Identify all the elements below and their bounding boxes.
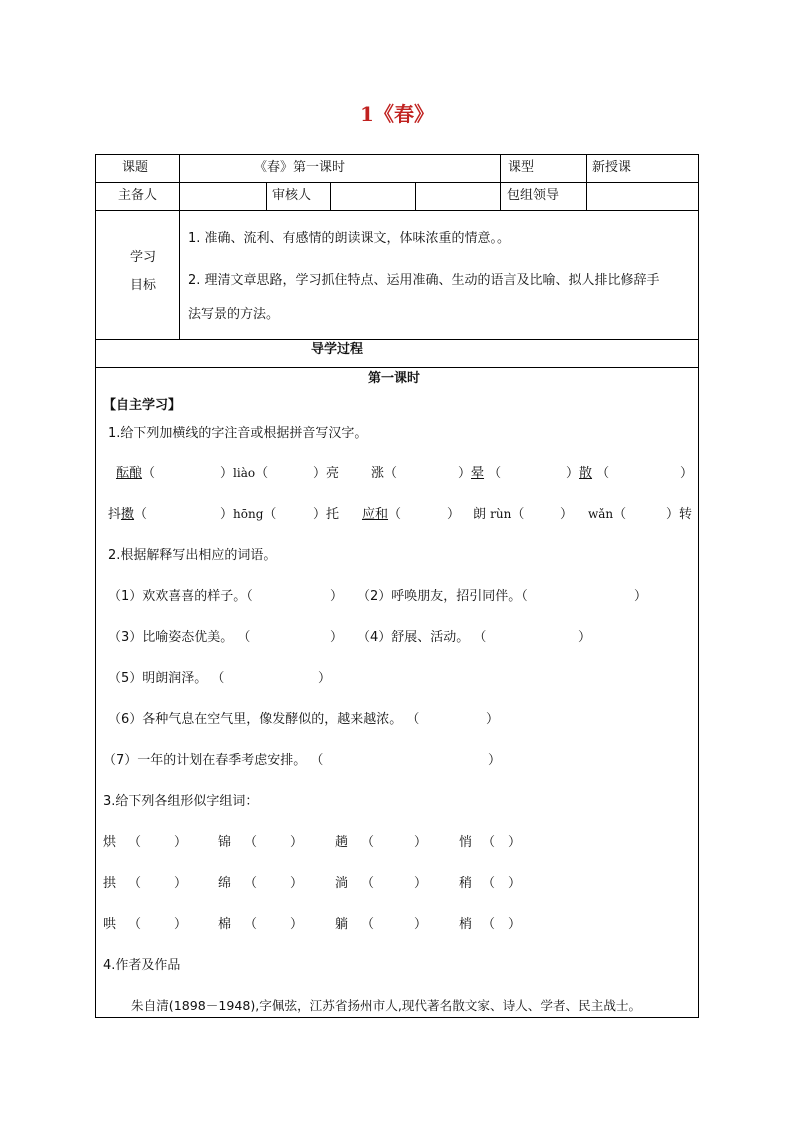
q1-item-liang: ）亮 [313,466,340,481]
q3-paren-open: （ [244,917,258,932]
q2-item-6: （6）各种气息在空气里，像发酵似的，越来越浓。 （ [108,712,420,727]
q3-paren-open: （ [128,876,142,891]
column-divider [179,154,180,339]
q2-item-6-close: ） [486,712,500,727]
q3-paren-close: ） [508,835,522,850]
group-leader-label: 包组领导 [507,188,560,203]
column-divider [500,154,501,210]
q1-item-run: 朗 rùn（ [473,507,525,522]
q1-item-yun: ）晕 （ [458,466,502,481]
q1-item-san: ）散 （ [566,466,610,481]
q3-char: 趟 [335,835,349,850]
lead-label: 主备人 [118,188,158,203]
row-divider [95,367,699,368]
q3-paren-close: ） [174,876,188,891]
q1-prompt: 1.给下列加横线的字注音或根据拼音写汉字。 [108,426,368,441]
goal-item-2-line2: 法写景的方法。 [188,307,280,322]
q3-paren-open: （ [128,835,142,850]
q3-char: 锦 [218,835,232,850]
q3-paren-close: ） [414,835,428,850]
q2-item-3: （3）比喻姿态优美。 （ [108,630,251,645]
lesson-title: 第一课时 [368,371,421,386]
q3-char: 棉 [218,917,232,932]
q3-paren-close: ） [290,917,304,932]
q1-item-wan: wǎn（ [588,507,627,522]
q3-char: 梢 [459,917,473,932]
q2-item-2-close: ） [634,589,648,604]
type-value: 新授课 [592,160,632,175]
q1-item-close: ） [680,466,694,481]
q3-paren-close: ） [508,917,522,932]
q1-item-hong: ）hōng（ [220,507,277,522]
column-divider [415,182,416,210]
q3-char: 悄 [459,835,473,850]
row-divider [95,182,699,183]
q3-paren-open: （ [482,917,496,932]
goals-label-line2: 目标 [130,278,157,293]
q1-item-close3: ） [560,507,574,522]
topic-label: 课题 [122,160,149,175]
q1-item-zhuan: ）转 [666,507,693,522]
type-label: 课型 [508,160,535,175]
q3-paren-close: ） [174,835,188,850]
q3-paren-open: （ [244,876,258,891]
q2-item-1-close: ） [330,589,344,604]
q3-char: 躺 [335,917,349,932]
column-divider [330,182,331,210]
q3-paren-open: （ [361,876,375,891]
q3-paren-close: ） [414,876,428,891]
q4-prompt: 4.作者及作品 [103,958,181,973]
row-divider [95,339,699,340]
q3-char: 烘 [103,835,117,850]
page-title: 1《春》 [360,102,434,126]
q3-prompt: 3.给下列各组形似字组词： [103,794,259,809]
q1-item-dousou: 抖擞（ [108,507,148,522]
topic-value: 《春》第一课时 [254,160,346,175]
q3-paren-close: ） [290,876,304,891]
q3-paren-open: （ [128,917,142,932]
q2-item-5-close: ） [318,671,332,686]
q3-char: 绵 [218,876,232,891]
q3-paren-open: （ [361,835,375,850]
q3-char: 淌 [335,876,349,891]
q2-prompt: 2.根据解释写出相应的词语。 [108,548,277,563]
q1-item-tuo: ）托 [313,507,340,522]
goal-item-1: 1. 准确、流利、有感情的朗读课文，体味浓重的情意。。 [188,231,511,246]
q2-item-7: （7）一年的计划在春季考虑安排。 （ [103,753,324,768]
q1-item-zhang: 涨（ [371,466,398,481]
q3-paren-close: ） [508,876,522,891]
section-self-study: 【自主学习】 [103,398,182,413]
q2-item-3-close: ） [330,630,344,645]
q3-char: 哄 [103,917,117,932]
q1-item-yinghe: 应和（ [362,507,402,522]
q3-paren-open: （ [482,835,496,850]
q2-item-4: （4）舒展、活动。 （ [357,630,487,645]
q2-item-2: （2）呼唤朋友，招引同伴。（ [357,589,528,604]
goals-label-line1: 学习 [130,250,157,265]
column-divider [266,182,267,210]
goal-item-2-line1: 2. 理清文章思路，学习抓住特点、运用准确、生动的语言及比喻、拟人排比修辞手 [188,273,660,288]
q3-paren-open: （ [361,917,375,932]
q2-item-7-close: ） [488,753,502,768]
q1-item-liao: ）liào（ [220,466,269,481]
q2-item-4-close: ） [578,630,592,645]
q2-item-5: （5）明朗润泽。 （ [108,671,225,686]
reviewer-label: 审核人 [272,188,312,203]
q3-paren-close: ） [290,835,304,850]
q3-paren-close: ） [414,917,428,932]
q3-char: 稍 [459,876,473,891]
row-divider [95,210,699,211]
q4-author-text: 朱自清(1898－1948),字佩弦，江苏省扬州市人,现代著名散文家、诗人、学者、民主战士。 [131,998,642,1013]
q3-char: 拱 [103,876,117,891]
column-divider [586,154,587,210]
q2-item-1: （1）欢欢喜喜的样子。（ [108,589,253,604]
q3-paren-open: （ [244,835,258,850]
q3-paren-close: ） [174,917,188,932]
process-title: 导学过程 [311,342,364,357]
q1-item-yunniang: 酝酿（ [116,466,156,481]
q1-item-close2: ） [447,507,461,522]
q3-paren-open: （ [482,876,496,891]
